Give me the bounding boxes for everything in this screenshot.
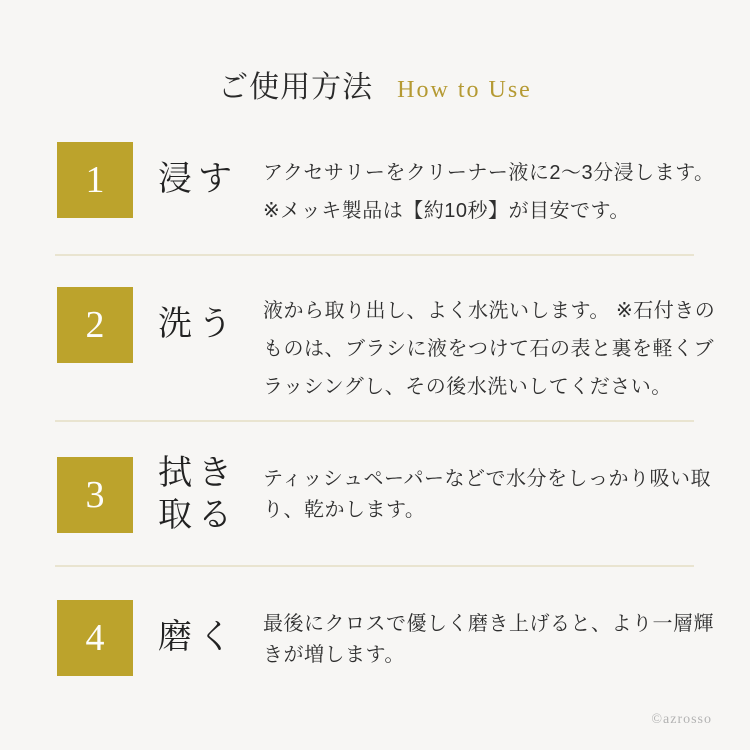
step-1-soak — [57, 142, 715, 230]
step-3-number-badge — [57, 457, 133, 533]
step-label-line: 拭き — [158, 455, 238, 492]
step-4-polish — [57, 600, 714, 676]
title-japanese: ご使用方法 — [218, 71, 374, 104]
description-line: ※メッキ製品は【約10秒】が目安です。 — [263, 200, 630, 222]
description-line: ティッシュペーパーなどで水分をしっかり吸い取 — [263, 468, 711, 490]
copyright-watermark: ©azrosso — [651, 712, 712, 727]
step-2-label — [133, 287, 263, 363]
page-title — [0, 62, 750, 106]
step-label-line: 浸す — [158, 161, 238, 198]
step-number: 4 — [85, 617, 105, 659]
step-4-number-badge — [57, 600, 133, 676]
step-4-description — [263, 609, 714, 671]
step-2-wash — [57, 287, 716, 406]
step-4-label — [133, 600, 263, 676]
description-line: きが増します。 — [263, 644, 405, 666]
description-line: 最後にクロスで優しく磨き上げると、より一層輝 — [263, 613, 714, 635]
step-number: 2 — [85, 304, 105, 346]
step-label-line: 取る — [158, 497, 238, 534]
step-2-description — [263, 292, 716, 406]
step-label-line: 洗う — [158, 306, 238, 343]
section-divider — [55, 565, 694, 567]
section-divider — [55, 254, 694, 256]
description-line: ラッシングし、その後水洗いしてください。 — [263, 376, 672, 398]
step-3-label — [133, 457, 263, 533]
step-3-wipe — [57, 455, 711, 534]
description-line: ものは、ブラシに液をつけて石の表と裏を軽くブ — [263, 338, 714, 360]
description-line: 液から取り出し、よく水洗いします。 ※石付きの — [263, 300, 716, 322]
title-english: How to Use — [397, 77, 532, 103]
step-label-line: 磨く — [158, 619, 238, 656]
step-1-number-badge — [57, 142, 133, 218]
step-1-label — [133, 142, 263, 218]
description-line: り、乾かします。 — [263, 499, 426, 521]
description-line: アクセサリーをクリーナー液に2〜3分浸します。 — [263, 162, 715, 184]
step-1-description — [263, 154, 715, 230]
step-number: 3 — [85, 474, 105, 516]
step-3-description — [263, 464, 711, 526]
section-divider — [55, 420, 694, 422]
step-number: 1 — [85, 159, 105, 201]
step-2-number-badge — [57, 287, 133, 363]
